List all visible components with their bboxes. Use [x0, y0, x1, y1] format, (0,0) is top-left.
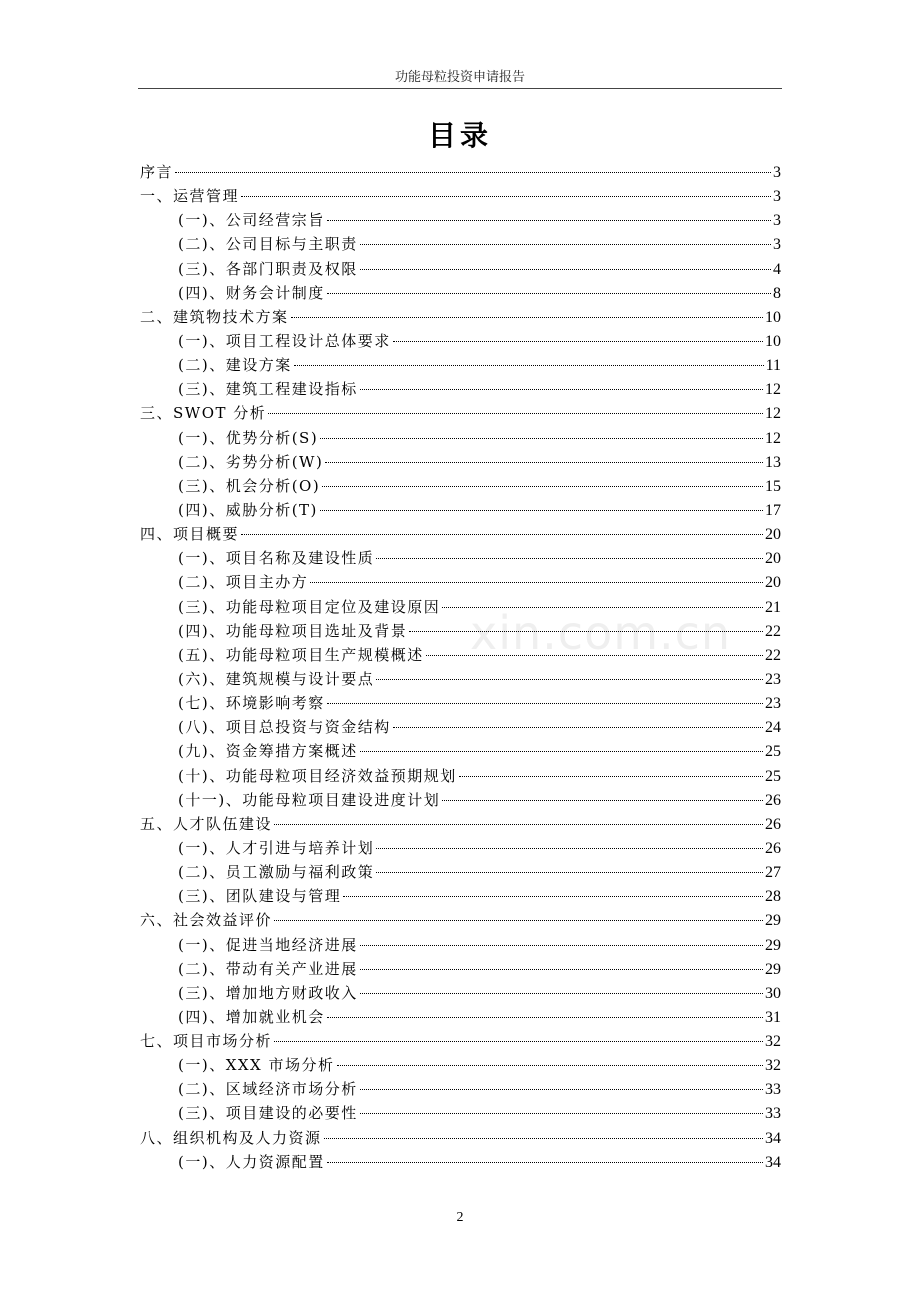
toc-entry-label: (二)、建设方案 — [178, 356, 292, 375]
dot-leader — [325, 462, 763, 463]
dot-leader — [360, 969, 763, 970]
toc-entry-page: 13 — [765, 453, 781, 471]
toc-entry-label: (一)、项目工程设计总体要求 — [178, 331, 391, 350]
dot-leader — [268, 413, 763, 414]
dot-leader — [327, 293, 771, 294]
dot-leader — [360, 1113, 763, 1114]
toc-entry[interactable] — [140, 1077, 781, 1101]
toc-entry[interactable] — [140, 739, 781, 763]
toc-entry-label: (四)、功能母粒项目选址及背景 — [178, 621, 408, 640]
toc-entry[interactable] — [140, 377, 781, 401]
toc-entry-page: 22 — [765, 646, 781, 664]
toc-entry-page: 32 — [765, 1057, 781, 1075]
toc-entry[interactable] — [140, 1101, 781, 1125]
toc-entry-label: 序言 — [140, 163, 174, 181]
dot-leader — [175, 172, 771, 173]
toc-entry-label: (三)、团队建设与管理 — [178, 887, 342, 906]
toc-entry-label: (四)、增加就业机会 — [178, 1007, 325, 1026]
toc-entry[interactable] — [140, 160, 781, 184]
toc-entry[interactable] — [140, 1126, 781, 1150]
toc-entry[interactable] — [140, 908, 781, 932]
dot-leader — [442, 800, 763, 801]
toc-entry-label: (七)、环境影响考察 — [178, 694, 325, 713]
dot-leader — [291, 317, 763, 318]
toc-entry-page: 20 — [765, 550, 781, 568]
toc-entry-page: 17 — [765, 501, 781, 519]
toc-entry-label: 六、社会效益评价 — [140, 911, 273, 930]
toc-entry-label: (一)、公司经营宗旨 — [178, 211, 325, 230]
toc-entry-page: 25 — [765, 743, 781, 761]
toc-entry-label: 一、运营管理 — [140, 187, 240, 206]
toc-entry[interactable] — [140, 450, 781, 474]
toc-entry-label: (三)、建筑工程建设指标 — [178, 380, 358, 399]
toc-entry-page: 24 — [765, 719, 781, 737]
toc-entry[interactable] — [140, 546, 781, 570]
toc-entry-label: (一)、XXX 市场分析 — [178, 1056, 335, 1075]
toc-entry-page: 3 — [773, 212, 781, 230]
dot-leader — [274, 824, 763, 825]
toc-entry[interactable] — [140, 426, 781, 450]
toc-entry-label: 八、组织机构及人力资源 — [140, 1128, 322, 1147]
toc-entry-label: (六)、建筑规模与设计要点 — [178, 669, 375, 688]
dot-leader — [310, 582, 763, 583]
toc-entry-label: (三)、功能母粒项目定位及建设原因 — [178, 597, 441, 616]
toc-entry-page: 22 — [765, 622, 781, 640]
toc-entry-label: (十一)、功能母粒项目建设进度计划 — [178, 790, 441, 809]
toc-entry[interactable] — [140, 788, 781, 812]
dot-leader — [294, 365, 764, 366]
toc-entry[interactable] — [140, 764, 781, 788]
toc-entry-page: 29 — [765, 912, 781, 930]
toc-entry-page: 29 — [765, 936, 781, 954]
toc-entry[interactable] — [140, 836, 781, 860]
toc-entry[interactable] — [140, 643, 781, 667]
toc-entry-page: 12 — [765, 381, 781, 399]
toc-entry-page: 23 — [765, 695, 781, 713]
dot-leader — [442, 607, 763, 608]
dot-leader — [327, 220, 771, 221]
toc-entry-page: 3 — [773, 236, 781, 254]
dot-leader — [327, 1162, 763, 1163]
toc-entry-page: 33 — [765, 1105, 781, 1123]
toc-entry-page: 15 — [765, 477, 781, 495]
toc-entry[interactable] — [140, 981, 781, 1005]
dot-leader — [360, 751, 763, 752]
toc-entry-page: 4 — [773, 260, 781, 278]
toc-entry[interactable] — [140, 595, 781, 619]
toc-entry-label: (四)、财务会计制度 — [178, 283, 325, 302]
dot-leader — [360, 993, 763, 994]
dot-leader — [409, 631, 763, 632]
toc-entry-label: (二)、公司目标与主职责 — [178, 235, 358, 254]
toc-entry-label: (一)、优势分析(S) — [178, 428, 319, 447]
dot-leader — [360, 389, 763, 390]
toc-entry-label: 五、人才队伍建设 — [140, 814, 273, 833]
dot-leader — [343, 896, 763, 897]
running-header: 功能母粒投资申请报告 — [394, 70, 525, 85]
toc-entry-page: 11 — [765, 357, 781, 375]
dot-leader — [274, 920, 763, 921]
dot-leader — [327, 1017, 763, 1018]
toc-entry-page: 12 — [765, 429, 781, 447]
toc-entry-page: 26 — [765, 839, 781, 857]
watermark: xin.com.cn — [470, 606, 732, 660]
toc-entry-label: 四、项目概要 — [140, 525, 240, 544]
toc-entry-page: 27 — [765, 864, 781, 882]
dot-leader — [320, 438, 763, 439]
dot-leader — [274, 1041, 763, 1042]
dot-leader — [324, 1138, 763, 1139]
toc-entry-page: 8 — [773, 284, 781, 302]
dot-leader — [320, 510, 763, 511]
dot-leader — [376, 558, 763, 559]
toc-entry-label: (一)、项目名称及建设性质 — [178, 549, 375, 568]
toc-entry[interactable] — [140, 401, 781, 425]
toc-entry[interactable] — [140, 715, 781, 739]
toc-entry[interactable] — [140, 281, 781, 305]
toc-entry[interactable] — [140, 257, 781, 281]
toc-entry-label: 七、项目市场分析 — [140, 1032, 273, 1051]
dot-leader — [376, 848, 763, 849]
toc-entry-label: (八)、项目总投资与资金结构 — [178, 718, 391, 737]
toc-entry-label: (一)、人力资源配置 — [178, 1152, 325, 1171]
toc-entry[interactable] — [140, 1005, 781, 1029]
toc-entry-label: (三)、项目建设的必要性 — [178, 1104, 358, 1123]
table-of-contents — [140, 160, 781, 1174]
toc-entry-page: 33 — [765, 1081, 781, 1099]
toc-entry-page: 30 — [765, 984, 781, 1002]
toc-entry-label: (三)、增加地方财政收入 — [178, 983, 358, 1002]
toc-entry-label: (十)、功能母粒项目经济效益预期规划 — [178, 766, 457, 785]
dot-leader — [360, 244, 771, 245]
toc-entry[interactable] — [140, 498, 781, 522]
toc-entry-page: 26 — [765, 791, 781, 809]
toc-entry[interactable] — [140, 1029, 781, 1053]
dot-leader — [337, 1065, 763, 1066]
toc-entry-label: (二)、带动有关产业进展 — [178, 959, 358, 978]
toc-entry-page: 34 — [765, 1153, 781, 1171]
toc-entry-page: 29 — [765, 960, 781, 978]
toc-entry-page: 34 — [765, 1129, 781, 1147]
toc-entry-label: (九)、资金筹措方案概述 — [178, 742, 358, 761]
dot-leader — [241, 534, 763, 535]
toc-entry-page: 28 — [765, 888, 781, 906]
page-number: 2 — [456, 1210, 464, 1225]
toc-entry[interactable] — [140, 208, 781, 232]
dot-leader — [459, 776, 763, 777]
toc-entry-label: (三)、各部门职责及权限 — [178, 259, 358, 278]
dot-leader — [393, 727, 763, 728]
toc-entry[interactable] — [140, 329, 781, 353]
toc-entry-page: 21 — [765, 598, 781, 616]
toc-entry[interactable] — [140, 884, 781, 908]
toc-entry-page: 25 — [765, 767, 781, 785]
toc-entry-label: (二)、区域经济市场分析 — [178, 1080, 358, 1099]
header-divider — [138, 88, 782, 89]
toc-entry[interactable] — [140, 184, 781, 208]
toc-entry-label: (二)、项目主办方 — [178, 573, 309, 592]
toc-entry[interactable] — [140, 1053, 781, 1077]
toc-entry-label: (二)、员工激励与福利政策 — [178, 863, 375, 882]
toc-entry-label: (一)、促进当地经济进展 — [178, 935, 358, 954]
toc-entry-label: (一)、人才引进与培养计划 — [178, 838, 375, 857]
toc-entry[interactable] — [140, 691, 781, 715]
dot-leader — [241, 196, 771, 197]
toc-entry-page: 10 — [765, 332, 781, 350]
dot-leader — [360, 945, 763, 946]
toc-entry[interactable] — [140, 1150, 781, 1174]
toc-entry-page: 20 — [765, 526, 781, 544]
toc-entry[interactable] — [140, 619, 781, 643]
dot-leader — [327, 703, 763, 704]
toc-entry-label: (三)、机会分析(O) — [178, 476, 321, 495]
toc-entry[interactable] — [140, 353, 781, 377]
toc-entry[interactable] — [140, 522, 781, 546]
toc-entry-page: 10 — [765, 308, 781, 326]
toc-entry[interactable] — [140, 667, 781, 691]
toc-entry[interactable] — [140, 570, 781, 594]
dot-leader — [393, 341, 763, 342]
toc-entry-page: 31 — [765, 1008, 781, 1026]
toc-entry[interactable] — [140, 474, 781, 498]
toc-entry-label: (四)、威胁分析(T) — [178, 500, 318, 519]
dot-leader — [360, 1089, 763, 1090]
page-title: 目录 — [427, 119, 492, 152]
toc-entry-page: 23 — [765, 670, 781, 688]
toc-entry[interactable] — [140, 933, 781, 957]
dot-leader — [426, 655, 763, 656]
toc-entry-label: 二、建筑物技术方案 — [140, 307, 289, 326]
toc-entry-page: 3 — [773, 188, 781, 206]
toc-entry-page: 32 — [765, 1033, 781, 1051]
toc-entry[interactable] — [140, 957, 781, 981]
dot-leader — [360, 269, 771, 270]
toc-entry-page: 20 — [765, 574, 781, 592]
toc-entry-label: 三、SWOT 分析 — [140, 404, 267, 423]
toc-entry-label: (五)、功能母粒项目生产规模概述 — [178, 645, 424, 664]
dot-leader — [376, 872, 763, 873]
toc-entry-label: (二)、劣势分析(W) — [178, 452, 324, 471]
toc-entry[interactable] — [140, 812, 781, 836]
toc-entry[interactable] — [140, 232, 781, 256]
toc-entry[interactable] — [140, 305, 781, 329]
toc-entry-page: 3 — [773, 164, 781, 181]
toc-entry-page: 26 — [765, 815, 781, 833]
dot-leader — [322, 486, 763, 487]
toc-entry[interactable] — [140, 860, 781, 884]
toc-entry-page: 12 — [765, 405, 781, 423]
dot-leader — [376, 679, 763, 680]
